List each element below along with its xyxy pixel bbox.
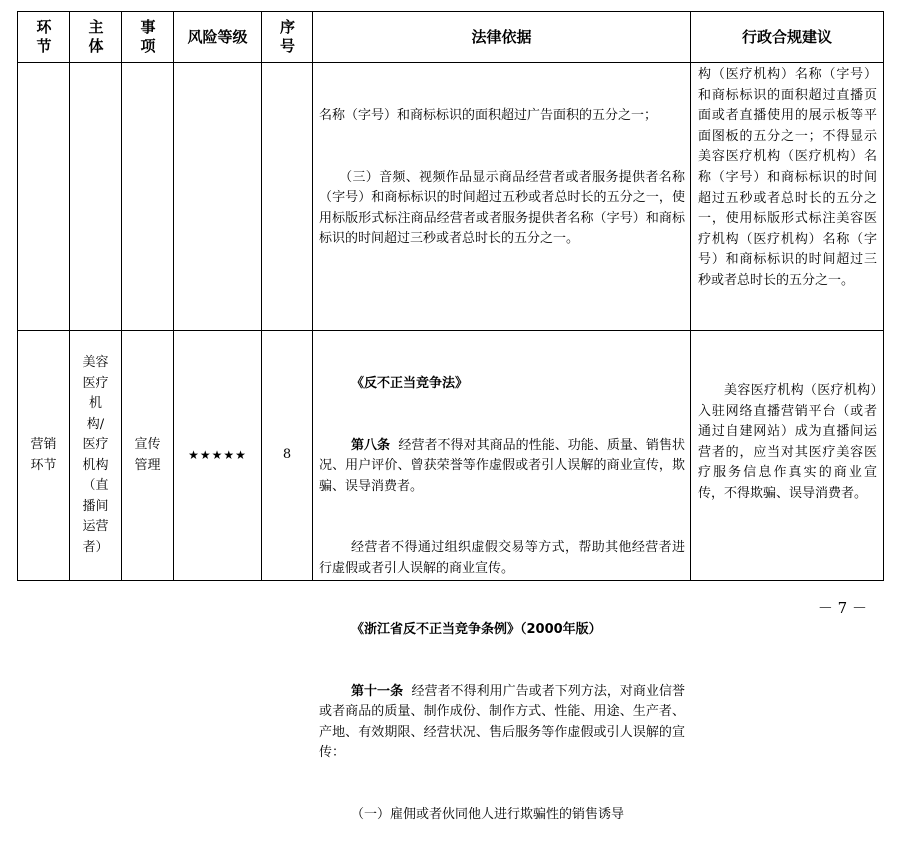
risk-cell	[174, 331, 262, 581]
law-text: 名称（字号）和商标标识的面积超过广告面积的五分之一；	[319, 108, 658, 123]
law-title: 《反不正当竞争法》	[351, 376, 469, 391]
table-row	[18, 63, 884, 331]
header-seq: 序号	[262, 12, 313, 63]
header-item: 事项	[122, 12, 174, 63]
risk-stars: ★★★★★	[188, 447, 247, 462]
header-stage: 环节	[18, 12, 70, 63]
header-legal-basis: 法律依据	[313, 12, 691, 63]
suggestion-cell	[691, 63, 884, 331]
law-text: （三）音频、视频作品显示商品经营者或者服务提供者名称（字号）和商标标识的时间超过五秒或者总时长的五分之一，使用标版形式标注商品经营者或者服务提供者名称（字号）和商标标识的时间超过三秒或者总时长的五分之一。	[319, 169, 685, 246]
item-cell	[122, 63, 174, 331]
law-text: 经营者不得通过组织虚假交易等方式，帮助其他经营者进行虚假或者引人误解的商业宣传。	[319, 540, 685, 576]
table-row	[18, 331, 884, 581]
header-subject: 主体	[70, 12, 122, 63]
seq-cell	[262, 331, 313, 581]
header-compliance-suggestion: 行政合规建议	[691, 12, 884, 63]
header-risk-level: 风险等级	[174, 12, 262, 63]
stage-cell: 营销环节	[18, 331, 70, 581]
subject-cell	[70, 63, 122, 331]
law-text: （一）雇佣或者伙同他人进行欺骗性的销售诱导	[351, 806, 625, 822]
article-label: 第十一条	[351, 683, 404, 699]
law-title: 《浙江省反不正当竞争条例》（2000年版）	[351, 622, 602, 637]
risk-cell	[174, 63, 262, 331]
suggestion-text: 美容医疗机构（医疗机构）入驻网络直播营销平台（或者通过自建网站）成为直播间运营者的，应当对其医疗美容医疗服务信息作真实的商业宣传，不得欺骗、误导消费者。	[698, 383, 877, 501]
suggestion-cell	[691, 331, 884, 581]
legal-basis-cell	[313, 331, 691, 822]
subject-cell: 美容医疗机构/医疗机构（直播间运营者）	[70, 331, 122, 581]
header-row	[18, 12, 884, 63]
page-number: － 7 －	[817, 599, 867, 617]
law-text: 经营者不得对其商品的性能、功能、质量、销售状况、用户评价、曾获荣誉等作虚假或者引人误解的商业宣传，欺骗、误导消费者。	[319, 437, 685, 494]
stage-cell	[18, 63, 70, 331]
seq-number: 8	[282, 447, 292, 463]
regulation-table	[17, 11, 884, 822]
legal-basis-cell	[313, 63, 691, 331]
seq-cell	[262, 63, 313, 331]
suggestion-text: 构（医疗机构）名称（字号）和商标标识的面积超过直播页面或者直播使用的展示板等平面图板的五分之一；不得显示美容医疗机构（医疗机构）名称（字号）和商标标识的时间超过五秒或者总时长的五分之一，使用标版形式标注美容医疗机构（医疗机构）名称（字号）和商标标识的时间超过三秒或者总时长的五分之一。	[698, 67, 877, 288]
article-label: 第八条	[351, 437, 391, 453]
law-text: 经营者不得利用广告或者下列方法，对商业信誉或者商品的质量、制作成份、制作方式、性能、用途、生产者、产地、有效期限、经营状况、售后服务等作虚假或引人误解的宣传：	[319, 683, 685, 760]
item-cell: 宣传管理	[122, 331, 174, 581]
